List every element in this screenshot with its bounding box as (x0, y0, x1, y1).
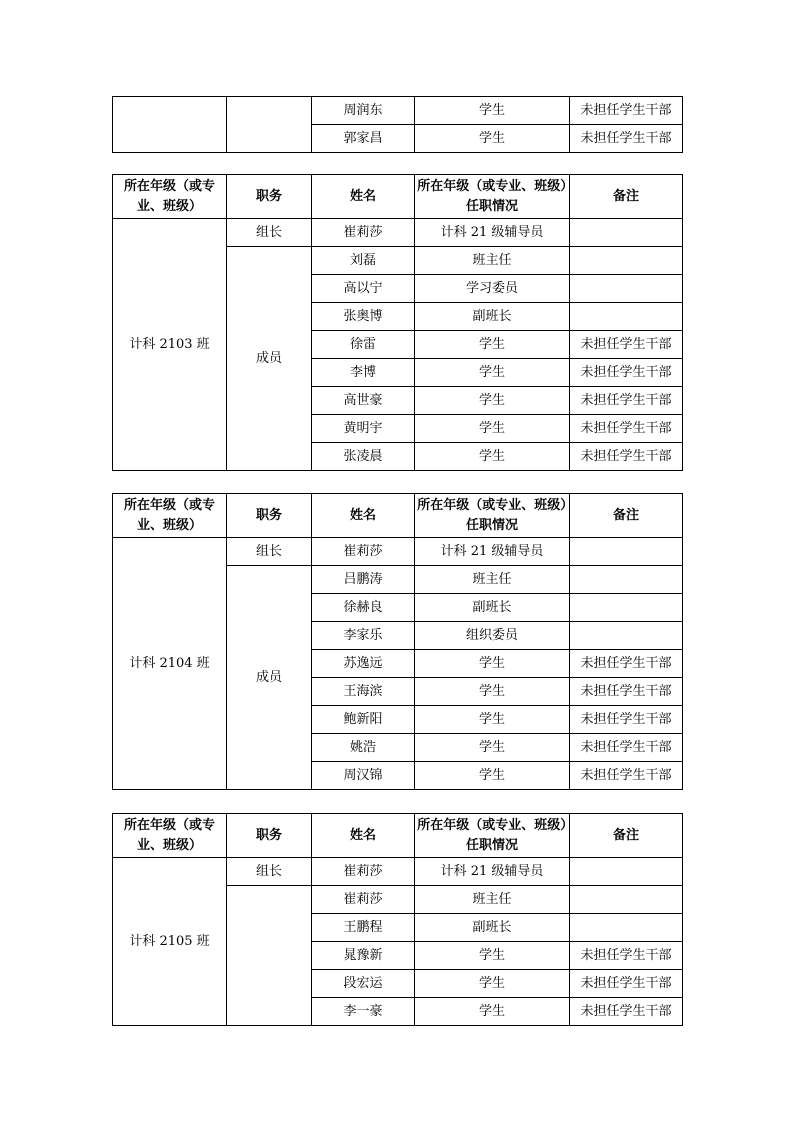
note-cell: 未担任学生干部 (570, 359, 683, 387)
position-header: 所在年级（或专业、班级）任职情况 (415, 814, 570, 858)
note-cell: 未担任学生干部 (570, 331, 683, 359)
header-row (113, 175, 683, 219)
table-row (113, 97, 683, 125)
position-cell: 学习委员 (415, 275, 570, 303)
name-cell: 姚浩 (312, 734, 415, 762)
name-cell: 周润东 (312, 97, 415, 125)
note-cell: 未担任学生干部 (570, 762, 683, 790)
name-cell: 崔莉莎 (312, 538, 415, 566)
leader-row (113, 538, 683, 566)
role-cell: 组长 (227, 219, 312, 247)
class-2103-roster-table (112, 174, 683, 471)
position-cell: 学生 (415, 970, 570, 998)
note-cell: 未担任学生干部 (570, 734, 683, 762)
note-cell (570, 858, 683, 886)
name-cell: 崔莉莎 (312, 858, 415, 886)
role-cell (227, 97, 312, 153)
grade-header: 所在年级（或专业、班级） (113, 814, 227, 858)
name-cell: 李博 (312, 359, 415, 387)
name-cell: 鲍新阳 (312, 706, 415, 734)
leader-row (113, 219, 683, 247)
note-cell (570, 275, 683, 303)
position-cell: 学生 (415, 359, 570, 387)
leader-row (113, 858, 683, 886)
name-cell: 黄明宇 (312, 415, 415, 443)
note-cell (570, 303, 683, 331)
note-cell (570, 914, 683, 942)
position-cell: 班主任 (415, 886, 570, 914)
class-2105-roster-table (112, 813, 683, 1026)
role-cell: 成员 (227, 247, 312, 471)
note-cell: 未担任学生干部 (570, 650, 683, 678)
name-cell: 郭家昌 (312, 125, 415, 153)
position-cell: 班主任 (415, 247, 570, 275)
name-header: 姓名 (312, 175, 415, 219)
name-cell: 周汉锦 (312, 762, 415, 790)
note-cell: 未担任学生干部 (570, 706, 683, 734)
position-cell: 副班长 (415, 914, 570, 942)
role-header: 职务 (227, 175, 312, 219)
position-cell: 班主任 (415, 566, 570, 594)
name-cell: 张凌晨 (312, 443, 415, 471)
note-cell: 未担任学生干部 (570, 942, 683, 970)
name-cell: 崔莉莎 (312, 886, 415, 914)
grade-cell: 计科 2103 班 (113, 219, 227, 471)
position-cell: 计科 21 级辅导员 (415, 858, 570, 886)
position-cell: 学生 (415, 998, 570, 1026)
note-header: 备注 (570, 494, 683, 538)
position-cell: 学生 (415, 387, 570, 415)
position-cell: 学生 (415, 678, 570, 706)
name-cell: 张奥博 (312, 303, 415, 331)
header-row (113, 814, 683, 858)
position-cell: 学生 (415, 125, 570, 153)
position-cell: 学生 (415, 762, 570, 790)
position-cell: 学生 (415, 443, 570, 471)
grade-cell: 计科 2105 班 (113, 858, 227, 1026)
position-cell: 组织委员 (415, 622, 570, 650)
name-cell: 晁豫新 (312, 942, 415, 970)
note-cell (570, 622, 683, 650)
name-cell: 高世豪 (312, 387, 415, 415)
name-cell: 崔莉莎 (312, 219, 415, 247)
note-cell (570, 247, 683, 275)
role-cell: 成员 (227, 566, 312, 790)
name-cell: 徐赫良 (312, 594, 415, 622)
name-cell: 徐雷 (312, 331, 415, 359)
name-cell: 刘磊 (312, 247, 415, 275)
name-cell: 王海滨 (312, 678, 415, 706)
note-cell: 未担任学生干部 (570, 415, 683, 443)
note-cell (570, 219, 683, 247)
role-header: 职务 (227, 814, 312, 858)
note-header: 备注 (570, 175, 683, 219)
note-cell: 未担任学生干部 (570, 387, 683, 415)
position-header: 所在年级（或专业、班级）任职情况 (415, 494, 570, 538)
name-cell: 李家乐 (312, 622, 415, 650)
grade-header: 所在年级（或专业、班级） (113, 175, 227, 219)
position-cell: 学生 (415, 942, 570, 970)
header-row (113, 494, 683, 538)
grade-cell (113, 97, 227, 153)
note-cell: 未担任学生干部 (570, 443, 683, 471)
position-cell: 学生 (415, 650, 570, 678)
name-cell: 王鹏程 (312, 914, 415, 942)
note-cell: 未担任学生干部 (570, 97, 683, 125)
grade-cell: 计科 2104 班 (113, 538, 227, 790)
name-cell: 李一豪 (312, 998, 415, 1026)
position-cell: 计科 21 级辅导员 (415, 219, 570, 247)
role-cell: 组长 (227, 538, 312, 566)
note-cell (570, 594, 683, 622)
role-cell: 组长 (227, 858, 312, 886)
name-cell: 苏逸远 (312, 650, 415, 678)
note-cell: 未担任学生干部 (570, 678, 683, 706)
name-cell: 高以宁 (312, 275, 415, 303)
name-cell: 吕鹏涛 (312, 566, 415, 594)
note-cell: 未担任学生干部 (570, 998, 683, 1026)
name-cell: 段宏运 (312, 970, 415, 998)
note-cell: 未担任学生干部 (570, 970, 683, 998)
position-cell: 计科 21 级辅导员 (415, 538, 570, 566)
position-cell: 副班长 (415, 594, 570, 622)
grade-header: 所在年级（或专业、班级） (113, 494, 227, 538)
name-header: 姓名 (312, 814, 415, 858)
note-cell (570, 566, 683, 594)
position-cell: 学生 (415, 97, 570, 125)
role-header: 职务 (227, 494, 312, 538)
position-cell: 学生 (415, 706, 570, 734)
role-cell (227, 886, 312, 1026)
continued-roster-table (112, 96, 683, 153)
note-cell (570, 886, 683, 914)
note-cell: 未担任学生干部 (570, 125, 683, 153)
name-header: 姓名 (312, 494, 415, 538)
position-header: 所在年级（或专业、班级）任职情况 (415, 175, 570, 219)
position-cell: 学生 (415, 415, 570, 443)
position-cell: 学生 (415, 734, 570, 762)
position-cell: 副班长 (415, 303, 570, 331)
note-header: 备注 (570, 814, 683, 858)
note-cell (570, 538, 683, 566)
class-2104-roster-table (112, 493, 683, 790)
position-cell: 学生 (415, 331, 570, 359)
